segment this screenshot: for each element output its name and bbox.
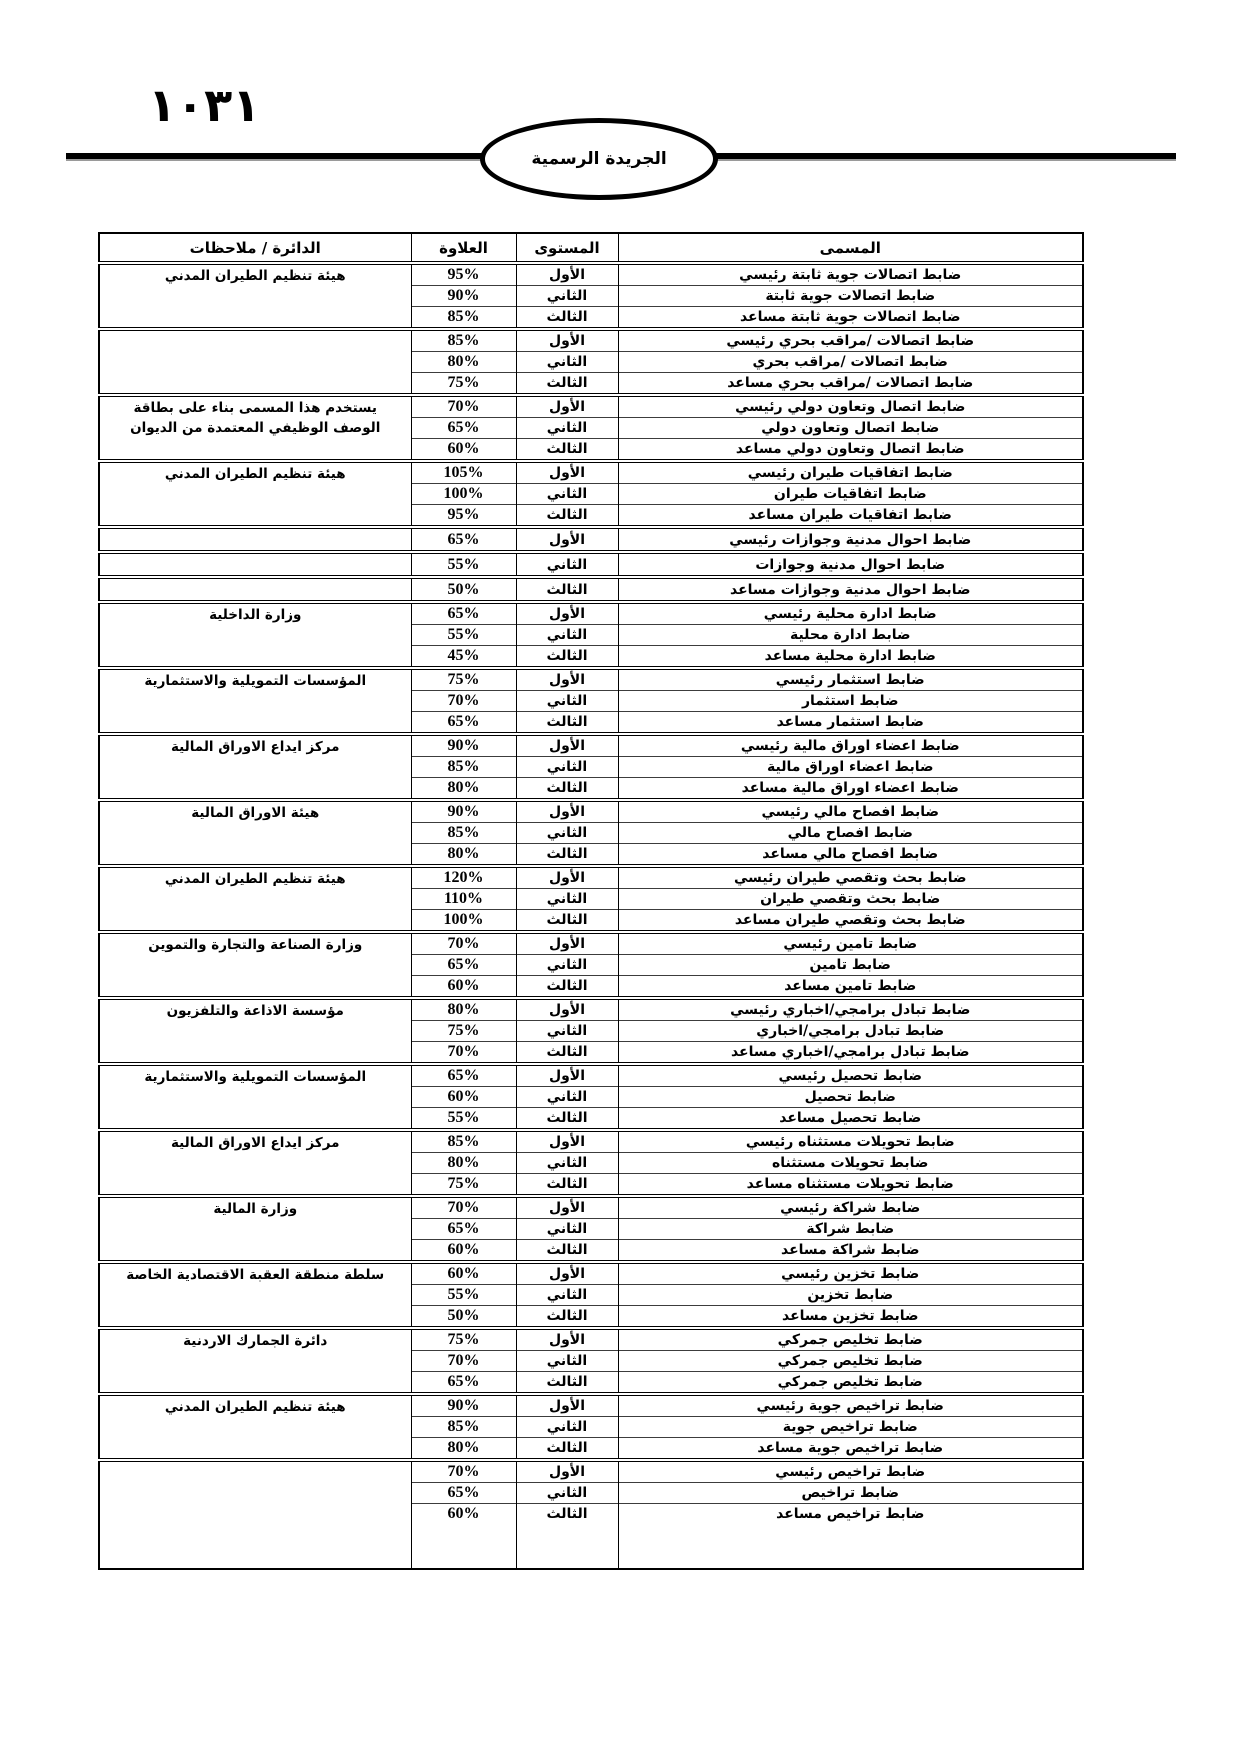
allowance-cell: 75% [411, 1328, 516, 1351]
job-title-cell: ضابط اتصالات /مراقب بحري مساعد [618, 373, 1083, 396]
level-cell: الثالث [516, 1306, 618, 1329]
header-allowance: العلاوة [411, 233, 516, 263]
allowance-cell: 70% [411, 691, 516, 712]
table-row [99, 1394, 1083, 1417]
level-cell: الأول [516, 527, 618, 552]
allowance-cell: 85% [411, 823, 516, 844]
level-cell: الثالث [516, 1240, 618, 1263]
allowance-cell: 70% [411, 395, 516, 418]
allowance-cell: 60% [411, 1240, 516, 1263]
allowance-cell: 80% [411, 352, 516, 373]
allowance-cell: 55% [411, 552, 516, 577]
level-cell: الثالث [516, 1108, 618, 1131]
department-cell: المؤسسات التمويلية والاستثمارية [99, 1064, 411, 1130]
level-cell: الثالث [516, 646, 618, 669]
job-title-cell: ضابط احوال مدنية وجوازات مساعد [618, 577, 1083, 602]
level-cell: الثالث [516, 1372, 618, 1395]
department-cell: هيئة تنظيم الطيران المدني [99, 866, 411, 932]
allowance-cell: 85% [411, 1417, 516, 1438]
job-title-cell: ضابط تامين مساعد [618, 976, 1083, 999]
job-title-cell: ضابط ادارة محلية مساعد [618, 646, 1083, 669]
table-row [99, 1328, 1083, 1351]
level-cell: الثاني [516, 1021, 618, 1042]
table-row [99, 800, 1083, 823]
allowance-cell: 80% [411, 1153, 516, 1174]
level-cell: الأول [516, 1394, 618, 1417]
level-cell: الثالث [516, 712, 618, 735]
table-row [99, 734, 1083, 757]
table-row [99, 1262, 1083, 1285]
table-row [99, 1064, 1083, 1087]
level-cell: الثاني [516, 757, 618, 778]
level-cell: الأول [516, 734, 618, 757]
allowance-cell: 45% [411, 646, 516, 669]
department-cell: هيئة تنظيم الطيران المدني [99, 1394, 411, 1460]
level-cell: الأول [516, 329, 618, 352]
job-title-cell: ضابط تخزين رئيسي [618, 1262, 1083, 1285]
job-title-cell: ضابط افصاح مالي رئيسي [618, 800, 1083, 823]
job-title-cell: ضابط شراكة [618, 1219, 1083, 1240]
job-title-cell: ضابط تحصيل رئيسي [618, 1064, 1083, 1087]
job-title-cell: ضابط تخليص جمركي [618, 1372, 1083, 1395]
allowance-cell: 65% [411, 712, 516, 735]
job-title-cell: ضابط تحويلات مستثناه [618, 1153, 1083, 1174]
level-cell: الثالث [516, 778, 618, 801]
allowance-cell: 95% [411, 263, 516, 286]
level-cell: الثاني [516, 1417, 618, 1438]
job-title-cell: ضابط تخزين [618, 1285, 1083, 1306]
allowance-cell: 80% [411, 1438, 516, 1461]
level-cell: الثاني [516, 1087, 618, 1108]
table-row [99, 1196, 1083, 1219]
allowance-cell: 65% [411, 955, 516, 976]
allowance-cell: 70% [411, 1351, 516, 1372]
table-row [99, 329, 1083, 352]
level-cell: الثاني [516, 552, 618, 577]
jobs-table-container [98, 232, 1082, 1570]
allowance-cell: 70% [411, 1460, 516, 1483]
job-title-cell: ضابط اتصالات /مراقب بحري رئيسي [618, 329, 1083, 352]
job-title-cell: ضابط اعضاء اوراق مالية رئيسي [618, 734, 1083, 757]
level-cell: الثالث [516, 373, 618, 396]
allowance-cell: 65% [411, 1372, 516, 1395]
job-table-body [99, 263, 1083, 1569]
allowance-cell: 100% [411, 484, 516, 505]
job-title-cell: ضابط اتصال وتعاون دولي [618, 418, 1083, 439]
level-cell: الأول [516, 602, 618, 625]
job-title-cell: ضابط استثمار رئيسي [618, 668, 1083, 691]
gazette-badge [480, 118, 718, 200]
table-row [99, 461, 1083, 484]
job-title-cell: ضابط اتفاقيات طيران رئيسي [618, 461, 1083, 484]
level-cell: الأول [516, 1328, 618, 1351]
level-cell: الأول [516, 461, 618, 484]
department-cell: سلطة منطقة العقبة الاقتصادية الخاصة [99, 1262, 411, 1328]
level-cell: الثاني [516, 1483, 618, 1504]
level-cell: الأول [516, 395, 618, 418]
department-cell: وزارة الصناعة والتجارة والتموين [99, 932, 411, 998]
level-cell: الثاني [516, 955, 618, 976]
job-title-cell: ضابط تراخيص جوية [618, 1417, 1083, 1438]
level-cell: الثاني [516, 625, 618, 646]
level-cell: الثالث [516, 910, 618, 933]
allowance-cell: 75% [411, 1174, 516, 1197]
allowance-cell: 65% [411, 1219, 516, 1240]
table-header-row [99, 233, 1083, 263]
level-cell: الثاني [516, 1153, 618, 1174]
level-cell: الثاني [516, 1219, 618, 1240]
job-title-cell: ضابط اتصالات جوية ثابتة رئيسي [618, 263, 1083, 286]
department-cell: المؤسسات التمويلية والاستثمارية [99, 668, 411, 734]
job-title-cell: ضابط احوال مدنية وجوازات رئيسي [618, 527, 1083, 552]
allowance-cell: 80% [411, 998, 516, 1021]
job-title-cell: ضابط افصاح مالي مساعد [618, 844, 1083, 867]
table-row [99, 577, 1083, 602]
allowance-cell: 60% [411, 439, 516, 462]
allowance-cell: 95% [411, 505, 516, 528]
allowance-cell: 75% [411, 668, 516, 691]
job-title-cell: ضابط تحصيل مساعد [618, 1108, 1083, 1131]
allowance-cell: 70% [411, 1196, 516, 1219]
level-cell: الثاني [516, 1351, 618, 1372]
level-cell: الثالث [516, 1438, 618, 1461]
header-department: الدائرة / ملاحظات [99, 233, 411, 263]
allowance-cell: 85% [411, 1130, 516, 1153]
allowance-cell: 75% [411, 1021, 516, 1042]
table-row [99, 552, 1083, 577]
level-cell: الأول [516, 800, 618, 823]
level-cell: الثالث [516, 505, 618, 528]
job-title-cell: ضابط تامين [618, 955, 1083, 976]
level-cell: الثاني [516, 484, 618, 505]
allowance-cell: 55% [411, 1108, 516, 1131]
allowance-cell: 65% [411, 602, 516, 625]
job-title-cell: ضابط اعضاء اوراق مالية [618, 757, 1083, 778]
job-title-cell: ضابط اتفاقيات طيران مساعد [618, 505, 1083, 528]
job-title-cell: ضابط تامين رئيسي [618, 932, 1083, 955]
job-title-cell: ضابط استثمار [618, 691, 1083, 712]
job-title-cell: ضابط احوال مدنية وجوازات [618, 552, 1083, 577]
allowance-cell: 90% [411, 1394, 516, 1417]
job-title-cell: ضابط اتفاقيات طيران [618, 484, 1083, 505]
page-number: ١٠٣١ [148, 78, 261, 132]
allowance-cell: 50% [411, 1306, 516, 1329]
job-title-cell: ضابط تحصيل [618, 1087, 1083, 1108]
header-level: المستوى [516, 233, 618, 263]
department-cell: وزارة الداخلية [99, 602, 411, 668]
job-title-cell: ضابط بحث وتقصي طيران رئيسي [618, 866, 1083, 889]
table-row [99, 1130, 1083, 1153]
table-row [99, 527, 1083, 552]
allowance-cell: 90% [411, 800, 516, 823]
level-cell: الأول [516, 1262, 618, 1285]
table-row [99, 998, 1083, 1021]
allowance-cell: 55% [411, 625, 516, 646]
job-title-cell: ضابط اتصال وتعاون دولي مساعد [618, 439, 1083, 462]
allowance-cell: 50% [411, 577, 516, 602]
level-cell: الأول [516, 1064, 618, 1087]
department-cell: وزارة المالية [99, 1196, 411, 1262]
level-cell: الأول [516, 263, 618, 286]
job-title-cell: ضابط افصاح مالي [618, 823, 1083, 844]
level-cell: الثالث [516, 844, 618, 867]
table-row [99, 1460, 1083, 1483]
level-cell: الثالث [516, 307, 618, 330]
level-cell: الثاني [516, 352, 618, 373]
job-title-cell: ضابط استثمار مساعد [618, 712, 1083, 735]
job-title-cell: ضابط شراكة رئيسي [618, 1196, 1083, 1219]
job-title-cell: ضابط تبادل برامجي/اخباري مساعد [618, 1042, 1083, 1065]
allowance-cell: 90% [411, 734, 516, 757]
department-cell [99, 329, 411, 395]
allowance-cell: 65% [411, 1483, 516, 1504]
allowance-cell: 85% [411, 307, 516, 330]
job-title-cell: ضابط بحث وتقصي طيران مساعد [618, 910, 1083, 933]
level-cell: الأول [516, 668, 618, 691]
allowance-cell: 55% [411, 1285, 516, 1306]
allowance-cell: 65% [411, 418, 516, 439]
job-title-cell: ضابط تبادل برامجي/اخباري رئيسي [618, 998, 1083, 1021]
job-title-cell: ضابط اتصالات جوية ثابتة مساعد [618, 307, 1083, 330]
job-title-cell: ضابط تخزين مساعد [618, 1306, 1083, 1329]
allowance-cell: 85% [411, 329, 516, 352]
department-cell [99, 552, 411, 577]
level-cell: الثالث [516, 1174, 618, 1197]
department-cell [99, 527, 411, 552]
level-cell: الثاني [516, 286, 618, 307]
allowance-cell: 105% [411, 461, 516, 484]
allowance-cell: 60% [411, 976, 516, 999]
department-cell: دائرة الجمارك الاردنية [99, 1328, 411, 1394]
department-cell: مركز ايداع الاوراق المالية [99, 1130, 411, 1196]
job-title-cell: ضابط ادارة محلية رئيسي [618, 602, 1083, 625]
level-cell: الأول [516, 866, 618, 889]
header-title: المسمى [618, 233, 1083, 263]
table-row [99, 602, 1083, 625]
department-cell [99, 577, 411, 602]
department-cell: هيئة الاوراق المالية [99, 800, 411, 866]
table-row [99, 866, 1083, 889]
job-title-cell: ضابط اتصالات /مراقب بحري [618, 352, 1083, 373]
level-cell: الأول [516, 998, 618, 1021]
level-cell: الثاني [516, 418, 618, 439]
level-cell: الأول [516, 1460, 618, 1483]
allowance-cell: 80% [411, 778, 516, 801]
department-cell: هيئة تنظيم الطيران المدني [99, 461, 411, 527]
job-title-cell: ضابط تخليص جمركي [618, 1351, 1083, 1372]
allowance-cell: 75% [411, 373, 516, 396]
allowance-cell: 80% [411, 844, 516, 867]
allowance-cell: 60% [411, 1504, 516, 1570]
job-title-cell: ضابط اعضاء اوراق مالية مساعد [618, 778, 1083, 801]
level-cell: الثاني [516, 1285, 618, 1306]
table-row [99, 263, 1083, 286]
allowance-cell: 60% [411, 1262, 516, 1285]
level-cell: الأول [516, 932, 618, 955]
allowance-cell: 60% [411, 1087, 516, 1108]
allowance-cell: 70% [411, 932, 516, 955]
department-cell: مؤسسة الاذاعة والتلفزيون [99, 998, 411, 1064]
level-cell: الثالث [516, 1042, 618, 1065]
job-title-cell: ضابط اتصالات جوية ثابتة [618, 286, 1083, 307]
department-cell: مركز ايداع الاوراق المالية [99, 734, 411, 800]
table-row [99, 668, 1083, 691]
job-title-cell: ضابط ادارة محلية [618, 625, 1083, 646]
level-cell: الثاني [516, 691, 618, 712]
level-cell: الأول [516, 1196, 618, 1219]
table-row [99, 395, 1083, 418]
job-title-cell: ضابط اتصال وتعاون دولي رئيسي [618, 395, 1083, 418]
level-cell: الثالث [516, 439, 618, 462]
job-title-cell: ضابط تحويلات مستثناه رئيسي [618, 1130, 1083, 1153]
level-cell: الثالث [516, 577, 618, 602]
level-cell: الثاني [516, 823, 618, 844]
job-title-cell: ضابط تراخيص رئيسي [618, 1460, 1083, 1483]
level-cell: الثالث [516, 1504, 618, 1570]
job-title-cell: ضابط شراكة مساعد [618, 1240, 1083, 1263]
allowance-cell: 90% [411, 286, 516, 307]
allowance-cell: 85% [411, 757, 516, 778]
department-cell [99, 1460, 411, 1569]
allowance-cell: 65% [411, 1064, 516, 1087]
allowance-cell: 70% [411, 1042, 516, 1065]
job-title-cell: ضابط تخليص جمركي [618, 1328, 1083, 1351]
jobs-table [98, 232, 1084, 1570]
department-cell: يستخدم هذا المسمى بناء على بطاقة الوصف الوظيفي المعتمدة من الديوان [99, 395, 411, 461]
gazette-badge-label: الجريدة الرسمية [531, 149, 667, 169]
job-title-cell: ضابط تبادل برامجي/اخباري [618, 1021, 1083, 1042]
allowance-cell: 110% [411, 889, 516, 910]
department-cell: هيئة تنظيم الطيران المدني [99, 263, 411, 329]
allowance-cell: 100% [411, 910, 516, 933]
job-title-cell: ضابط تراخيص مساعد [618, 1504, 1083, 1570]
job-title-cell: ضابط تراخيص جوية مساعد [618, 1438, 1083, 1461]
level-cell: الثالث [516, 976, 618, 999]
allowance-cell: 65% [411, 527, 516, 552]
level-cell: الثاني [516, 889, 618, 910]
level-cell: الأول [516, 1130, 618, 1153]
allowance-cell: 120% [411, 866, 516, 889]
job-title-cell: ضابط تراخيص جوية رئيسي [618, 1394, 1083, 1417]
job-title-cell: ضابط تحويلات مستثناه مساعد [618, 1174, 1083, 1197]
job-title-cell: ضابط بحث وتقصي طيران [618, 889, 1083, 910]
job-title-cell: ضابط تراخيص [618, 1483, 1083, 1504]
table-row [99, 932, 1083, 955]
